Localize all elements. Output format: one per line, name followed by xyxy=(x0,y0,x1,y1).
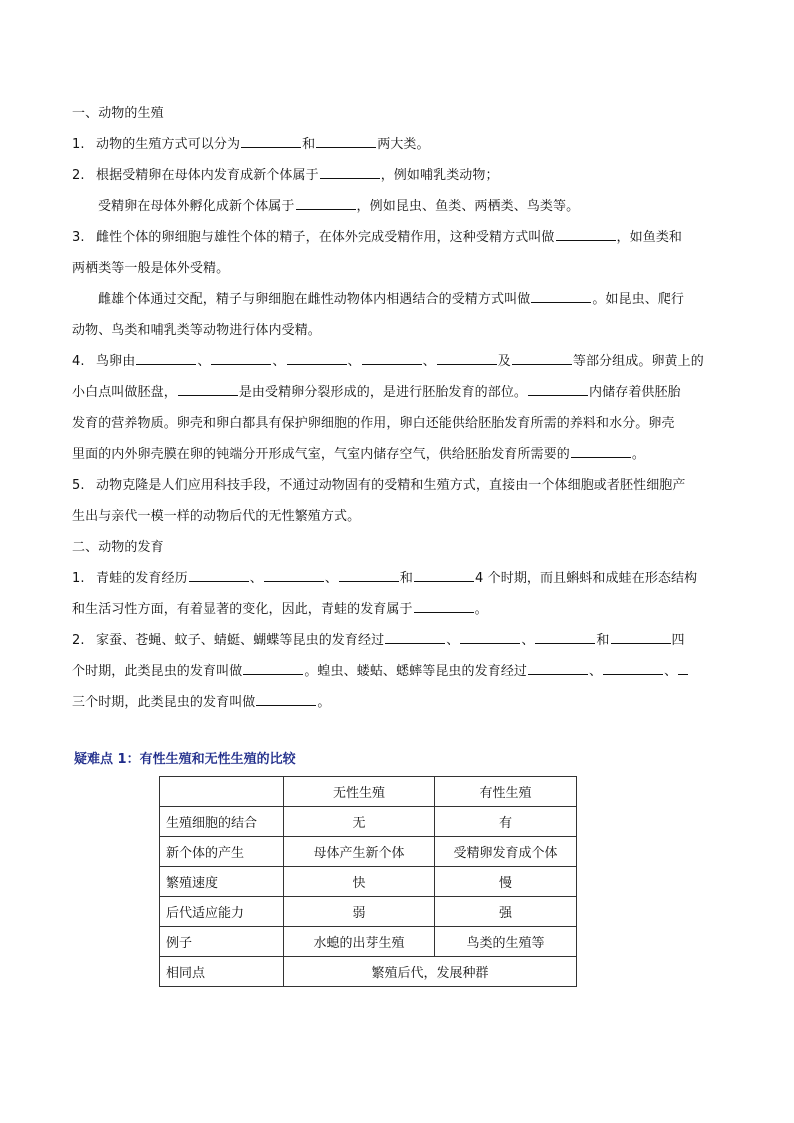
answer-blank[interactable] xyxy=(189,567,249,582)
table-row xyxy=(160,837,577,867)
answer-blank[interactable] xyxy=(571,443,631,458)
section-title: 二、动物的发育 xyxy=(72,540,164,555)
answer-blank[interactable] xyxy=(414,598,474,613)
table-cell: 有 xyxy=(435,807,577,837)
table-cell: 生殖细胞的结合 xyxy=(160,807,284,837)
answer-blank[interactable] xyxy=(531,288,591,303)
section-title: 一、动物的生殖 xyxy=(72,106,164,121)
question-3: 3. 雌性个体的卵细胞与雄性个体的精子，在体外完成受精作用，这种受精方式叫做 ，如鱼类和 xyxy=(72,222,722,253)
answer-blank[interactable] xyxy=(264,567,324,582)
table-cell: 相同点 xyxy=(160,957,284,987)
table-cell: 无 xyxy=(284,807,435,837)
answer-blank[interactable] xyxy=(611,629,671,644)
question-3-line-2: 两栖类等一般是体外受精。 xyxy=(72,261,230,276)
answer-blank[interactable] xyxy=(287,350,347,365)
answer-blank[interactable] xyxy=(512,350,572,365)
answer-blank[interactable] xyxy=(362,350,422,365)
table-row xyxy=(160,927,577,957)
answer-blank[interactable] xyxy=(241,133,301,148)
table-cell: 后代适应能力 xyxy=(160,897,284,927)
question-number: 1. xyxy=(72,571,85,586)
table-cell: 母体产生新个体 xyxy=(284,837,435,867)
development-question-2: 2. 家蚕、苍蝇、蚊子、蜻蜓、蝴蝶等昆虫的发育经过 、 、 和 四 xyxy=(72,625,722,656)
table-cell: 强 xyxy=(435,897,577,927)
table-header-row xyxy=(160,777,577,807)
answer-blank[interactable] xyxy=(414,567,474,582)
question-number: 4. xyxy=(72,354,85,369)
answer-blank[interactable] xyxy=(320,164,380,179)
table-cell: 例子 xyxy=(160,927,284,957)
table-row xyxy=(160,807,577,837)
development-question-2-line-3: 三个时期，此类昆虫的发育叫做 。 xyxy=(72,687,722,718)
document-page xyxy=(72,98,722,987)
answer-blank[interactable] xyxy=(339,567,399,582)
answer-blank[interactable] xyxy=(136,350,196,365)
question-number: 2. xyxy=(72,633,85,648)
question-4-line-2: 小白点叫做胚盘， 是由受精卵分裂形成的，是进行胚胎发育的部位。 内储存着供胚胎 xyxy=(72,377,722,408)
question-4-line-4: 里面的内外卵壳膜在卵的钝端分开形成气室，气室内储存空气，供给胚胎发育所需要的 。 xyxy=(72,439,722,470)
question-2: 2. 根据受精卵在母体内发育成新个体属于 ，例如哺乳类动物； xyxy=(72,160,722,191)
table-row xyxy=(160,897,577,927)
table-row-common xyxy=(160,957,577,987)
answer-blank[interactable] xyxy=(678,660,688,675)
table-cell: 新个体的产生 xyxy=(160,837,284,867)
answer-blank[interactable] xyxy=(211,350,271,365)
question-1: 1. 动物的生殖方式可以分为 和 两大类。 xyxy=(72,129,722,160)
comparison-title: 疑难点 1：有性生殖和无性生殖的比较 xyxy=(74,752,296,767)
table-cell: 慢 xyxy=(435,867,577,897)
answer-blank[interactable] xyxy=(256,691,316,706)
table-cell: 快 xyxy=(284,867,435,897)
answer-blank[interactable] xyxy=(528,381,588,396)
question-number: 3. xyxy=(72,230,85,245)
table-cell-merged: 繁殖后代，发展种群 xyxy=(284,957,577,987)
question-3-line-4: 动物、鸟类和哺乳类等动物进行体内受精。 xyxy=(72,323,321,338)
question-5: 5. 动物克隆是人们应用科技手段，不通过动物固有的受精和生殖方式，直接由一个体细胞或者胚性细胞产 xyxy=(72,470,722,501)
table-header-cell: 有性生殖 xyxy=(435,777,577,807)
question-4: 4. 鸟卵由 、 、 、 、 及 等部分组成。卵黄上的 xyxy=(72,346,722,377)
answer-blank[interactable] xyxy=(437,350,497,365)
answer-blank[interactable] xyxy=(528,660,588,675)
question-4-line-3: 发育的营养物质。卵壳和卵白都具有保护卵细胞的作用，卵白还能供给胚胎发育所需的养料和水分。卵壳 xyxy=(72,416,675,431)
answer-blank[interactable] xyxy=(535,629,595,644)
table-header-cell: 无性生殖 xyxy=(284,777,435,807)
answer-blank[interactable] xyxy=(603,660,663,675)
table-header-cell xyxy=(160,777,284,807)
table-cell: 繁殖速度 xyxy=(160,867,284,897)
answer-blank[interactable] xyxy=(178,381,238,396)
table-cell: 水螅的出芽生殖 xyxy=(284,927,435,957)
question-number: 2. xyxy=(72,168,85,183)
question-2-line-2: 受精卵在母体外孵化成新个体属于 ，例如昆虫、鱼类、两栖类、鸟类等。 xyxy=(72,191,722,222)
answer-blank[interactable] xyxy=(296,195,356,210)
answer-blank[interactable] xyxy=(556,226,616,241)
answer-blank[interactable] xyxy=(243,660,303,675)
development-question-1-line-2: 和生活习性方面，有着显著的变化，因此，青蛙的发育属于 。 xyxy=(72,594,722,625)
table-row xyxy=(160,867,577,897)
answer-blank[interactable] xyxy=(385,629,445,644)
table-cell: 鸟类的生殖等 xyxy=(435,927,577,957)
development-question-2-line-2: 个时期，此类昆虫的发育叫做 。蝗虫、蝼蛄、蟋蟀等昆虫的发育经过 、 、 xyxy=(72,656,722,687)
answer-blank[interactable] xyxy=(316,133,376,148)
question-3-line-3: 雌雄个体通过交配，精子与卵细胞在雌性动物体内相遇结合的受精方式叫做 。如昆虫、爬行 xyxy=(72,284,722,315)
comparison-table xyxy=(159,776,577,987)
table-cell: 受精卵发育成个体 xyxy=(435,837,577,867)
table-cell: 弱 xyxy=(284,897,435,927)
question-number: 5. xyxy=(72,478,85,493)
development-question-1: 1. 青蛙的发育经历 、 、 和 4 个时期，而且蝌蚪和成蛙在形态结构 xyxy=(72,563,722,594)
answer-blank[interactable] xyxy=(460,629,520,644)
question-number: 1. xyxy=(72,137,85,152)
question-5-line-2: 生出与亲代一模一样的动物后代的无性繁殖方式。 xyxy=(72,509,361,524)
